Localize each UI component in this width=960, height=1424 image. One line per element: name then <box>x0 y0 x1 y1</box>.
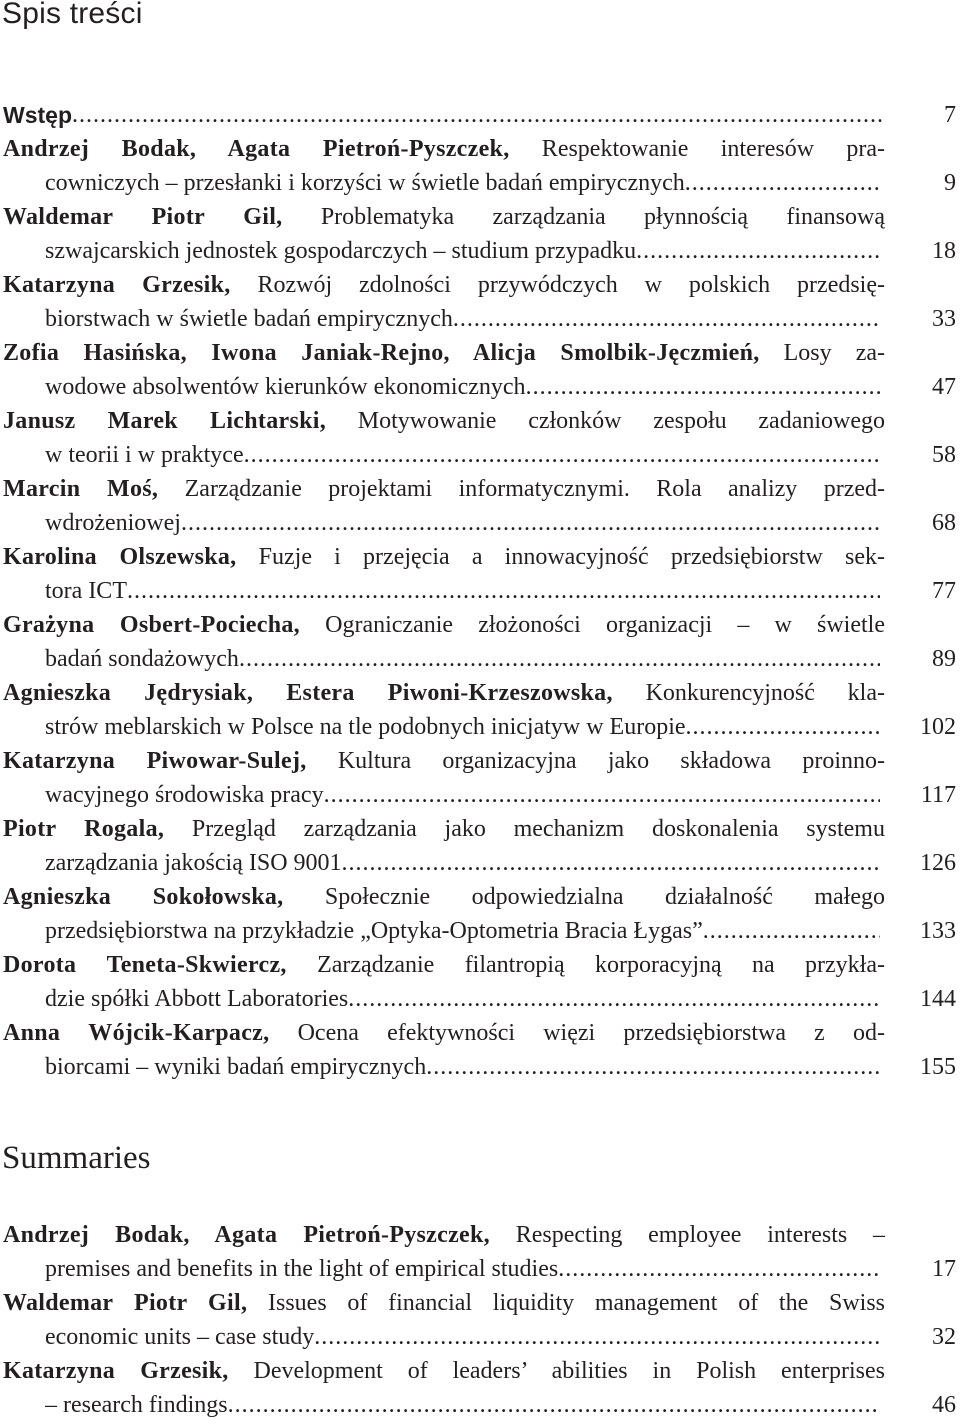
dot-leader <box>72 98 885 132</box>
toc-entry[interactable] <box>0 336 960 404</box>
entry-title-line1: Ograniczanie złożoności organizacji – w świetle <box>299 612 885 638</box>
entry-title-line1: Konkurencyjność kla- <box>612 680 885 706</box>
toc-entry[interactable] <box>0 1016 960 1084</box>
entry-author: Grażyna Osbert-Pociecha, <box>3 612 300 638</box>
entry-author: Andrzej Bodak, Agata Pietroń-Pyszczek, <box>3 136 510 162</box>
toc-entry[interactable] <box>0 676 960 744</box>
entry-title-line2: zarządzania jakością ISO 9001 <box>45 850 342 876</box>
toc-entry[interactable] <box>0 132 960 200</box>
entry-title-line2: wdrożeniowej <box>45 510 181 536</box>
entry-author: Anna Wójcik-Karpacz, <box>3 1020 270 1046</box>
dot-leader <box>526 370 880 404</box>
entry-author: Waldemar Piotr Gil, <box>3 204 283 230</box>
toc-entry[interactable] <box>0 880 960 948</box>
summary-entry[interactable] <box>0 1354 960 1422</box>
page-number: 89 <box>932 646 956 672</box>
toc-entry[interactable] <box>0 268 960 336</box>
page-number: 9 <box>944 170 956 196</box>
page-number: 33 <box>932 306 956 332</box>
entry-title-line1: Development of leaders’ abilities in Polish enterprises <box>228 1358 885 1384</box>
entry-title-line1: Losy za- <box>759 340 885 366</box>
toc-heading: Spis treści <box>2 0 143 30</box>
dot-leader <box>426 1050 880 1084</box>
entry-author: Katarzyna Grzesik, <box>3 272 231 298</box>
dot-leader <box>703 914 880 948</box>
dot-leader <box>686 710 880 744</box>
toc-list <box>0 98 960 1084</box>
toc-entry[interactable] <box>0 200 960 268</box>
summaries-heading: Summaries <box>2 1140 151 1176</box>
page-number: 155 <box>920 1054 956 1080</box>
page-number: 7 <box>944 102 956 128</box>
entry-title-line1: Issues of financial liquidity management of the Swiss <box>247 1290 885 1316</box>
page-number: 77 <box>932 578 956 604</box>
page-number: 58 <box>932 442 956 468</box>
page-number: 126 <box>920 850 956 876</box>
dot-leader <box>453 302 880 336</box>
entry-title-line1: Przegląd zarządzania jako mechanizm doskonalenia systemu <box>164 816 885 842</box>
entry-title-line2: tora ICT <box>45 578 127 604</box>
entry-author: Katarzyna Grzesik, <box>3 1358 229 1384</box>
dot-leader <box>348 982 880 1016</box>
entry-author: Karolina Olszewska, <box>3 544 237 570</box>
page-number: 32 <box>932 1324 956 1350</box>
dot-leader <box>127 574 880 608</box>
entry-title-line1: Kultura organizacyjna jako składowa proinno- <box>306 748 885 774</box>
entry-title-line2: cowniczych – przesłanki i korzyści w świetle badań empirycznych <box>45 170 685 196</box>
toc-entry-intro[interactable] <box>0 98 960 132</box>
page-number: 46 <box>932 1392 956 1418</box>
entry-title-line1: Fuzje i przejęcia a innowacyjność przedsiębiorstw sek- <box>236 544 885 570</box>
entry-title-line2: biorcami – wyniki badań empirycznych <box>45 1054 427 1080</box>
entry-author: Piotr Rogala, <box>3 816 165 842</box>
entry-author: Janusz Marek Lichtarski, <box>3 408 326 434</box>
dot-leader <box>558 1252 880 1286</box>
entry-title-line2: premises and benefits in the light of empirical studies <box>45 1256 559 1282</box>
dot-leader <box>244 438 880 472</box>
summary-entry[interactable] <box>0 1286 960 1354</box>
page-number: 144 <box>920 986 956 1012</box>
summary-entry[interactable] <box>0 1218 960 1286</box>
dot-leader <box>636 234 880 268</box>
entry-author: Andrzej Bodak, Agata Pietroń-Pyszczek, <box>3 1222 490 1248</box>
entry-title-line2: economic units – case study <box>45 1324 315 1350</box>
toc-entry[interactable] <box>0 744 960 812</box>
entry-author: Marcin Moś, <box>3 476 159 502</box>
toc-entry[interactable] <box>0 608 960 676</box>
entry-title-line2: – research findings <box>45 1392 228 1418</box>
page-number: 133 <box>920 918 956 944</box>
entry-author: Zofia Hasińska, Iwona Janiak-Rejno, Alicja Smolbik-Jęczmień, <box>3 340 760 366</box>
entry-title-line2: przedsiębiorstwa na przykładzie „Optyka-Optometria Bracia Łygas” <box>45 918 703 944</box>
entry-title-line1: Problematyka zarządzania płynnością finansową <box>282 204 885 230</box>
entry-title-line1: Zarządzanie filantropią korporacyjną na przykła- <box>286 952 885 978</box>
entry-title-line1: Zarządzanie projektami informatycznymi. Rola analizy przed- <box>158 476 885 502</box>
entry-title-line1: Ocena efektywności więzi przedsiębiorstwa z od- <box>269 1020 885 1046</box>
toc-entry[interactable] <box>0 948 960 1016</box>
entry-author: Waldemar Piotr Gil, <box>3 1290 248 1316</box>
entry-author: Katarzyna Piwowar-Sulej, <box>3 748 307 774</box>
entry-author: Agnieszka Sokołowska, <box>3 884 284 910</box>
entry-title: Wstęp <box>3 102 72 128</box>
entry-title-line1: Respektowanie interesów pra- <box>509 136 885 162</box>
page-number: 18 <box>932 238 956 264</box>
dot-leader <box>181 506 880 540</box>
page-number: 47 <box>932 374 956 400</box>
dot-leader <box>314 1320 880 1354</box>
entry-author: Agnieszka Jędrysiak, Estera Piwoni-Krzeszowska, <box>3 680 613 706</box>
dot-leader <box>685 166 880 200</box>
dot-leader <box>324 778 880 812</box>
entry-title-line2: wodowe absolwentów kierunków ekonomicznych <box>45 374 526 400</box>
toc-entry[interactable] <box>0 812 960 880</box>
entry-title-line1: Rozwój zdolności przywódczych w polskich przedsię- <box>230 272 885 298</box>
dot-leader <box>228 1388 880 1422</box>
page-number: 68 <box>932 510 956 536</box>
entry-title-line1: Motywowanie członków zespołu zadaniowego <box>326 408 885 434</box>
entry-title-line2: strów meblarskich w Polsce na tle podobnych inicjatyw w Europie <box>45 714 686 740</box>
dot-leader <box>342 846 880 880</box>
entry-title-line1: Społecznie odpowiedzialna działalność małego <box>283 884 885 910</box>
entry-title-line1: Respecting employee interests – <box>489 1222 885 1248</box>
entry-title-line2: wacyjnego środowiska pracy <box>45 782 324 808</box>
toc-entry[interactable] <box>0 472 960 540</box>
entry-title-line2: w teorii i w praktyce <box>45 442 244 468</box>
entry-title-line2: badań sondażowych <box>45 646 239 672</box>
page-number: 17 <box>932 1256 956 1282</box>
toc-entry[interactable] <box>0 540 960 608</box>
entry-author: Dorota Teneta-Skwiercz, <box>3 952 287 978</box>
entry-title-line2: biorstwach w świetle badań empirycznych <box>45 306 453 332</box>
page-number: 102 <box>920 714 956 740</box>
entry-title-line2: dzie spółki Abbott Laboratories <box>45 986 349 1012</box>
summaries-list <box>0 1218 960 1422</box>
toc-entry[interactable] <box>0 404 960 472</box>
entry-title-line2: szwajcarskich jednostek gospodarczych – studium przypadku <box>45 238 637 264</box>
page-number: 117 <box>920 782 956 808</box>
dot-leader <box>239 642 880 676</box>
